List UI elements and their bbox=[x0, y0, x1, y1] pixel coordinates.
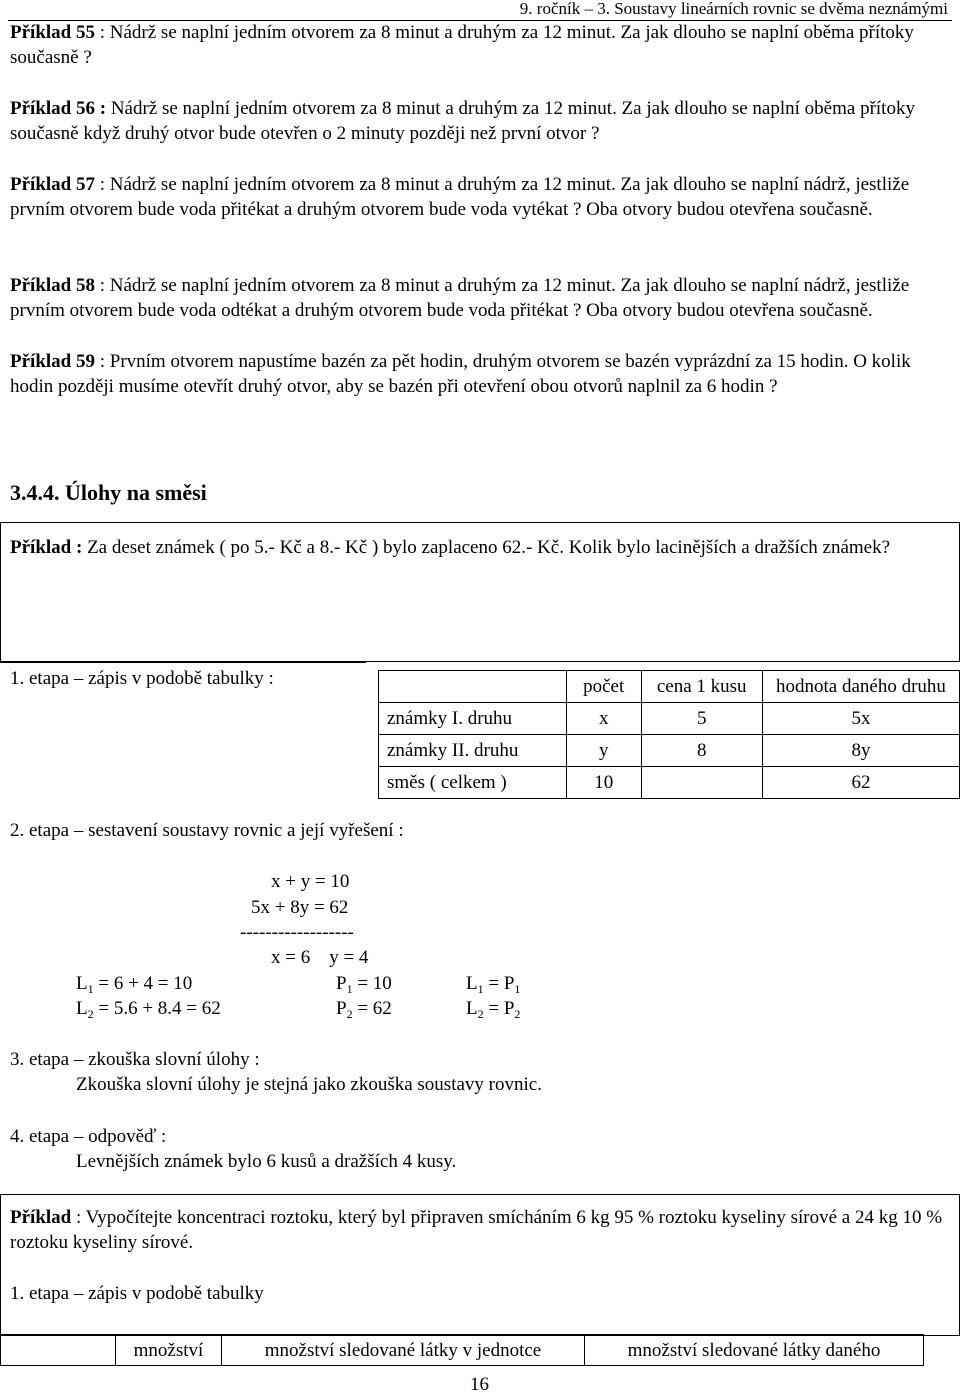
example-text: : Vypočítejte koncentraci roztoku, který byl připraven smícháním 6 kg 95 % roztoku kyseliny sírové a 24 kg 10 % roztoku kyseliny sírové. bbox=[10, 1207, 943, 1253]
example-text: : Prvním otvorem napustíme bazén za pět hodin, druhým otvorem se bazén vyprázdní za 15 hodin. O kolik hodin později musíme otevřít druhý otvor, aby se bazén při otevření obou otvorů naplnil za 6 hodin ? bbox=[10, 351, 911, 397]
example-55 bbox=[10, 20, 950, 70]
table-header: počet bbox=[566, 671, 641, 703]
example-mixture bbox=[10, 535, 945, 560]
stamps-table bbox=[378, 670, 960, 799]
example-label: Příklad 58 bbox=[10, 275, 95, 296]
example-56 bbox=[10, 96, 950, 146]
table-cell bbox=[641, 767, 762, 799]
example-label: Příklad 55 bbox=[10, 22, 95, 43]
example-57 bbox=[10, 172, 950, 222]
table-header: množství sledované látky daného bbox=[585, 1335, 924, 1366]
table-cell: známky I. druhu bbox=[379, 703, 567, 735]
example-text: Nádrž se naplní jedním otvorem za 8 minut a druhým za 12 minut. Za jak dlouho se naplní oběma přítoky současně když druhý otvor bude otevřen o 2 minuty později než první otvor ? bbox=[10, 98, 915, 144]
table-cell: y bbox=[566, 735, 641, 767]
solution: x = 6 y = 4 bbox=[271, 947, 369, 968]
table-cell: x bbox=[566, 703, 641, 735]
table-row bbox=[379, 735, 960, 767]
stage-3-label: 3. etapa – zkouška slovní úlohy : bbox=[10, 1049, 260, 1070]
table-cell: 62 bbox=[762, 767, 959, 799]
check-compare-2: $L_2 = P_2$ bbox=[466, 998, 521, 1021]
stage-4-label: 4. etapa – odpověď : bbox=[10, 1126, 167, 1147]
section-title: 3.4.4. Úlohy na směsi bbox=[10, 480, 207, 505]
table-row bbox=[379, 767, 960, 799]
check-left-1: $L_1 = 6 + 4 = 10$ bbox=[76, 973, 193, 996]
example-text: : Nádrž se naplní jedním otvorem za 8 minut a druhým za 12 minut. Za jak dlouho se naplní nádrž, jestliže prvním otvorem bude voda odtékat a druhým otvorem bude voda přitékat ? Oba otvory budou otevřena současně. bbox=[10, 275, 910, 321]
stage-2-label: 2. etapa – sestavení soustavy rovnic a její vyřešení : bbox=[10, 820, 404, 841]
table-cell: 8 bbox=[641, 735, 762, 767]
stage-1-label: 1. etapa – zápis v podobě tabulky : bbox=[10, 668, 274, 689]
example-concentration bbox=[10, 1205, 945, 1255]
table-cell: 10 bbox=[566, 767, 641, 799]
running-header: 9. ročník – 3. Soustavy lineárních rovnic se dvěma neznámými bbox=[519, 0, 948, 18]
example-label: Příklad 56 : bbox=[10, 98, 107, 119]
table-cell: 5 bbox=[641, 703, 762, 735]
check-right-2: $P_2 = 62$ bbox=[336, 998, 392, 1021]
example-label: Příklad 57 bbox=[10, 174, 95, 195]
table-header: cena 1 kusu bbox=[641, 671, 762, 703]
divider bbox=[0, 662, 366, 663]
example-text: : Nádrž se naplní jedním otvorem za 8 minut a druhým za 12 minut. Za jak dlouho se naplní nádrž, jestliže prvním otvorem bude voda přitékat a druhým otvorem bude voda vytékat ? Oba otvory budou otevřena současně. bbox=[10, 174, 910, 220]
table-cell: směs ( celkem ) bbox=[379, 767, 567, 799]
page-number: 16 bbox=[470, 1374, 489, 1395]
check-compare-1: $L_1 = P_1$ bbox=[466, 973, 521, 996]
table-cell: 8y bbox=[762, 735, 959, 767]
stage-4-text: Levnějších známek bylo 6 kusů a dražších 4 kusy. bbox=[76, 1151, 457, 1172]
equation-2: 5x + 8y = 62 bbox=[251, 897, 349, 918]
check-right-1: $P_1 = 10$ bbox=[336, 973, 392, 996]
table-header: hodnota daného druhu bbox=[762, 671, 959, 703]
example-label: Příklad 59 bbox=[10, 351, 95, 372]
table-cell: 5x bbox=[762, 703, 959, 735]
example-label: Příklad : bbox=[10, 537, 83, 558]
table-header: množství sledované látky v jednotce bbox=[222, 1335, 585, 1366]
table-row bbox=[379, 703, 960, 735]
example-59 bbox=[10, 349, 950, 399]
example-text: : Nádrž se naplní jedním otvorem za 8 minut a druhým za 12 minut. Za jak dlouho se naplní oběma přítoky současně ? bbox=[10, 22, 914, 68]
table-header: množství bbox=[116, 1335, 222, 1366]
example-58 bbox=[10, 273, 950, 323]
table-cell bbox=[1, 1335, 116, 1366]
table-cell bbox=[379, 671, 567, 703]
example-text: Za deset známek ( po 5.- Kč a 8.- Kč ) bylo zaplaceno 62.- Kč. Kolik bylo lacinějších a dražších známek? bbox=[82, 537, 891, 558]
stage-1-label: 1. etapa – zápis v podobě tabulky bbox=[10, 1283, 264, 1304]
equation-separator: ------------------ bbox=[240, 922, 354, 943]
example-label: Příklad bbox=[10, 1207, 72, 1228]
equation-1: x + y = 10 bbox=[271, 871, 350, 892]
table-header-row bbox=[1, 1335, 924, 1366]
table-header-row bbox=[379, 671, 960, 703]
check-left-2: $L_2 = 5.6 + 8.4 = 62$ bbox=[76, 998, 221, 1021]
stage-3-text: Zkouška slovní úlohy je stejná jako zkouška soustavy rovnic. bbox=[76, 1074, 542, 1095]
table-cell: známky II. druhu bbox=[379, 735, 567, 767]
concentration-table bbox=[0, 1334, 924, 1366]
